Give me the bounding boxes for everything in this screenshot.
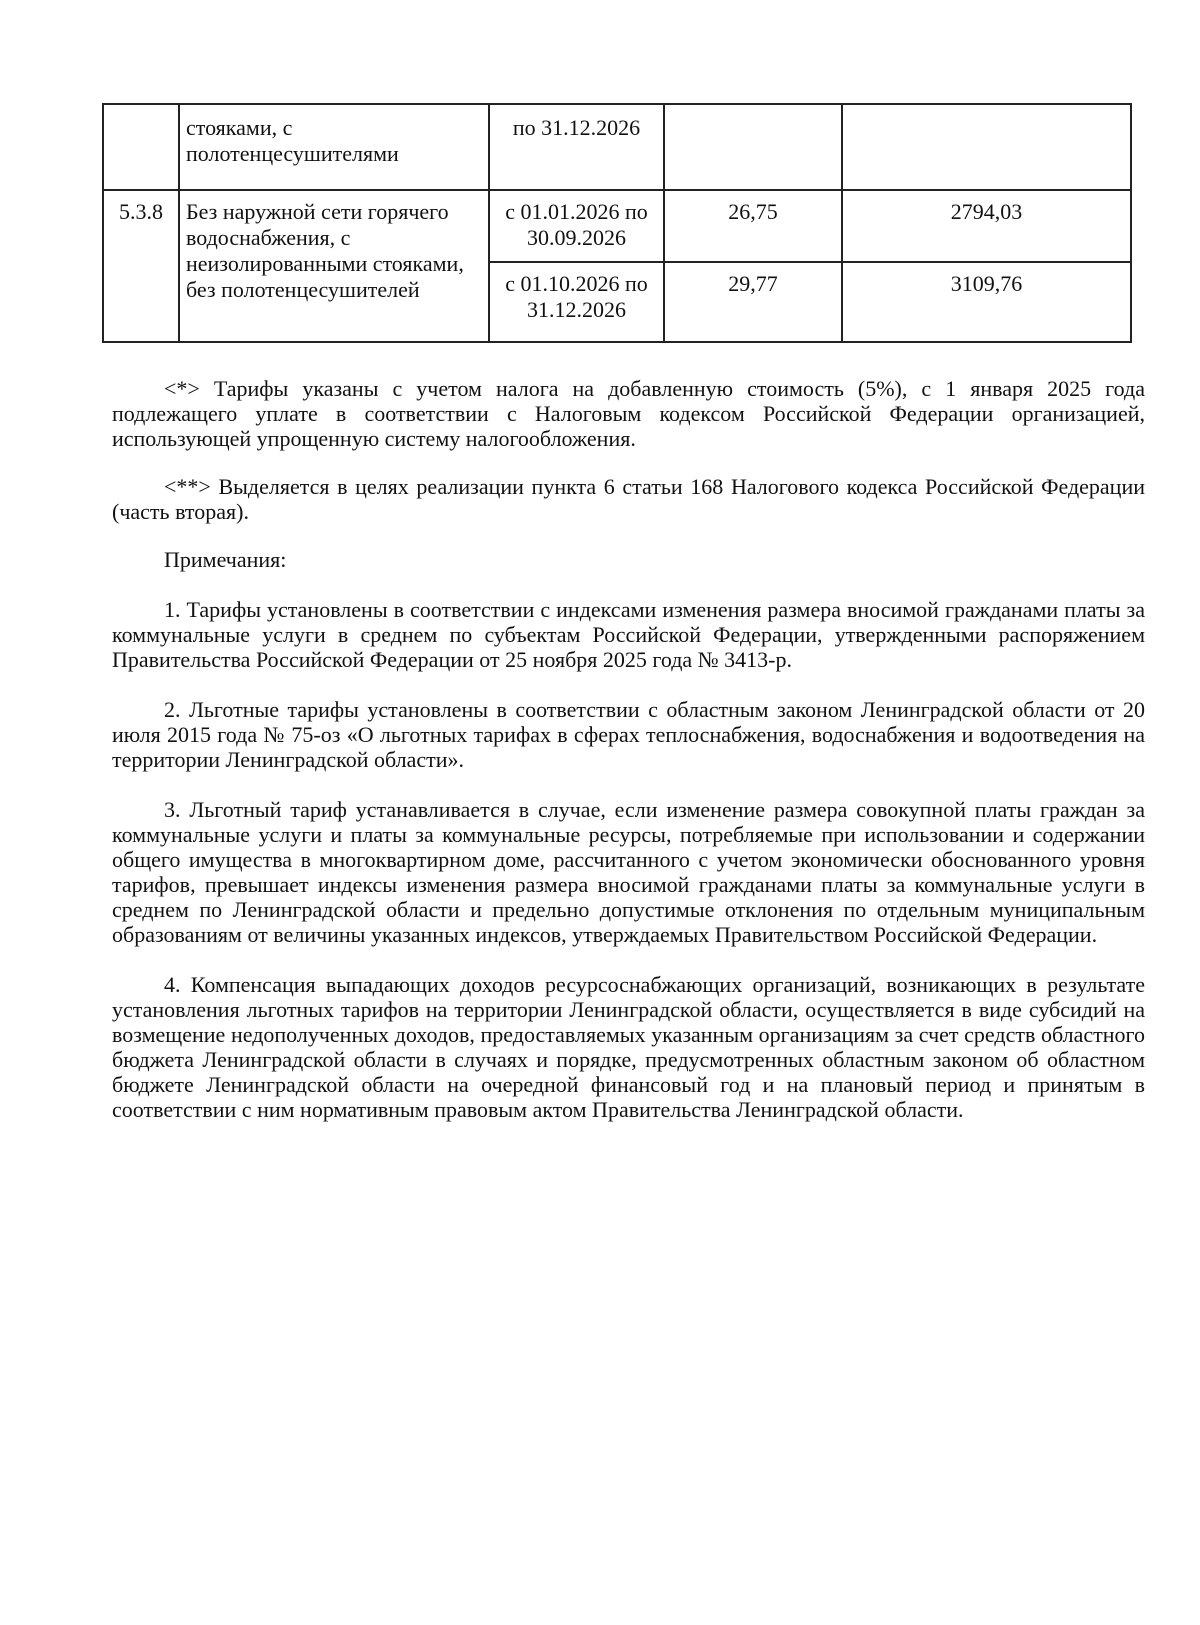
tariff-value-cell <box>842 104 1131 190</box>
tariff-value-cell <box>664 262 842 342</box>
tariff-value-cell <box>664 104 842 190</box>
tariff-value-text: 2794,03 <box>950 199 1023 224</box>
tariff-value-cell <box>842 262 1131 342</box>
row-description-text: Без наружной сети горячего водоснабжения, с неизолированными стояками, без полотенцесушителей <box>186 199 464 302</box>
row-number-text: 5.3.8 <box>119 199 163 224</box>
tariff-value-text: 29,77 <box>728 271 778 296</box>
tariff-table <box>102 103 1132 343</box>
footnote-vat: <*> Тарифы указаны с учетом налога на добавленную стоимость (5%), с 1 января 2025 года подлежащего уплате в соответствии с Налоговым кодексом Российской Федерации организацией, использующей упрощенную систему налогообложения. <box>112 376 1145 451</box>
table-row <box>103 190 1131 262</box>
row-description-cell: стояками, с полотенцесушителями <box>179 104 489 190</box>
period-cell <box>489 190 664 262</box>
tariff-value-text: 26,75 <box>728 199 778 224</box>
note-item-2: 2. Льготные тарифы установлены в соответствии с областным законом Ленинградской области от 20 июля 2015 года № 75-оз «О льготных тарифах в сферах теплоснабжения, водоснабжения и водоотведения на территории Ленинградской области». <box>112 697 1145 772</box>
table-row <box>103 104 1131 190</box>
note-item-1: 1. Тарифы установлены в соответствии с индексами изменения размера вносимой гражданами платы за коммунальные услуги в среднем по субъектам Российской Федерации, утвержденными распоряжением Правительства Российской Федерации от 25 ноября 2025 года № 3413-р. <box>112 597 1145 672</box>
period-text: с 01.10.2026 по 31.12.2026 <box>505 271 648 322</box>
period-cell <box>489 262 664 342</box>
notes-heading: Примечания: <box>164 547 287 572</box>
row-number-cell <box>103 190 179 342</box>
tariff-value-cell <box>842 190 1131 262</box>
period-cell: по 31.12.2026 <box>489 104 664 190</box>
footnote-highlight: <**> Выделяется в целях реализации пункта 6 статьи 168 Налогового кодекса Российской Федерации (часть вторая). <box>112 474 1145 524</box>
notes-section <box>112 376 1145 1122</box>
period-text: с 01.01.2026 по 30.09.2026 <box>505 199 648 250</box>
tariff-value-text: 3109,76 <box>950 271 1023 296</box>
note-item-3: 3. Льготный тариф устанавливается в случае, если изменение размера совокупной платы граждан за коммунальные услуги и платы за коммунальные ресурсы, потребляемые при использовании и содержании общего имущества в многоквартирном доме, рассчитанного с учетом экономически обоснованного уровня тарифов, превышает индексы изменения размера вносимой гражданами платы за коммунальные услуги в среднем по Ленинградской области и предельно допустимые отклонения по отдельным муниципальным образованиям от величины указанных индексов, утверждаемых Правительством Российской Федерации. <box>112 797 1145 947</box>
tariff-value-cell <box>664 190 842 262</box>
note-item-4: 4. Компенсация выпадающих доходов ресурсоснабжающих организаций, возникающих в результате установления льготных тарифов на территории Ленинградской области, осуществляется в виде субсидий на возмещение недополученных доходов, предоставляемых указанным организациям за счет средств областного бюджета Ленинградской области в случаях и порядке, предусмотренных областным законом об областном бюджете Ленинградской области на очередной финансовый год и на плановый период и принятым в соответствии с ним нормативным правовым актом Правительства Ленинградской области. <box>112 972 1145 1122</box>
row-number-cell <box>103 104 179 190</box>
row-description-cell <box>179 190 489 342</box>
